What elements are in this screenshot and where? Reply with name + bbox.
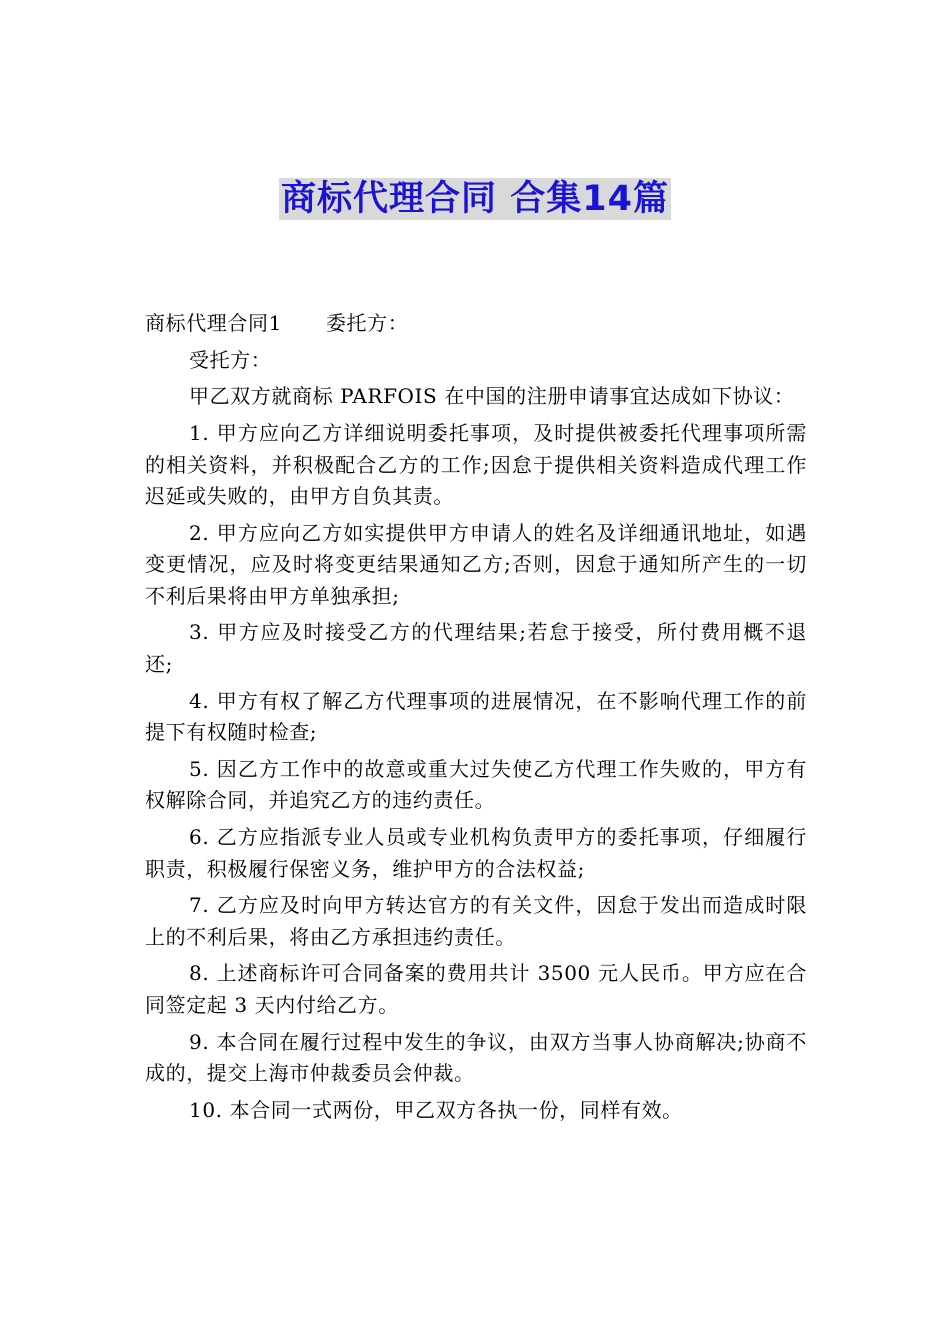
clause-2: 2. 甲方应向乙方如实提供甲方申请人的姓名及详细通讯地址，如遇变更情况，应及时将变更结果通知乙方;否则，因怠于通知所产生的一切不利后果将由甲方单独承担; (145, 520, 807, 608)
paragraph-trustee: 受托方： (189, 347, 272, 372)
intro-heading: 商标代理合同1 (145, 311, 282, 335)
clause-4: 4. 甲方有权了解乙方代理事项的进展情况，在不影响代理工作的前提下有权随时检查; (145, 688, 807, 745)
clause-3: 3. 甲方应及时接受乙方的代理结果;若怠于接受，所付费用概不退还; (145, 620, 807, 676)
clause-9: 9. 本合同在履行过程中发生的争议，由双方当事人协商解决;协商不成的，提交上海市仲裁委员会仲裁。 (145, 1029, 807, 1086)
clause-1: 1. 甲方应向乙方详细说明委托事项，及时提供被委托代理事项所需的相关资料，并积极配合乙方的工作;因怠于提供相关资料造成代理工作迟延或失败的，由甲方自负其责。 (145, 421, 807, 509)
clause-6: 6. 乙方应指派专业人员或专业机构负责甲方的委托事项，仔细履行职责，积极履行保密义务，维护甲方的合法权益; (145, 825, 807, 881)
document-title: 商标代理合同 合集14篇 (281, 179, 669, 219)
clause-8: 8. 上述商标许可合同备案的费用共计 3500 元人民币。甲方应在合同签定起 3 天内付给乙方。 (145, 961, 807, 1017)
intro-line (145, 308, 807, 340)
title-block (0, 178, 950, 220)
paragraph-agreement: 甲乙双方就商标 PARFOIS 在中国的注册申请事宜达成如下协议： (189, 384, 795, 409)
clause-10: 10. 本合同一式两份，甲乙双方各执一份，同样有效。 (189, 1097, 683, 1122)
document-body (145, 308, 807, 1131)
clause-7: 7. 乙方应及时向甲方转达官方的有关文件，因怠于发出而造成时限上的不利后果，将由乙方承担违约责任。 (145, 893, 807, 949)
clause-5: 5. 因乙方工作中的故意或重大过失使乙方代理工作失败的，甲方有权解除合同，并追究乙方的违约责任。 (145, 756, 807, 813)
intro-client: 委托方： (325, 311, 409, 335)
